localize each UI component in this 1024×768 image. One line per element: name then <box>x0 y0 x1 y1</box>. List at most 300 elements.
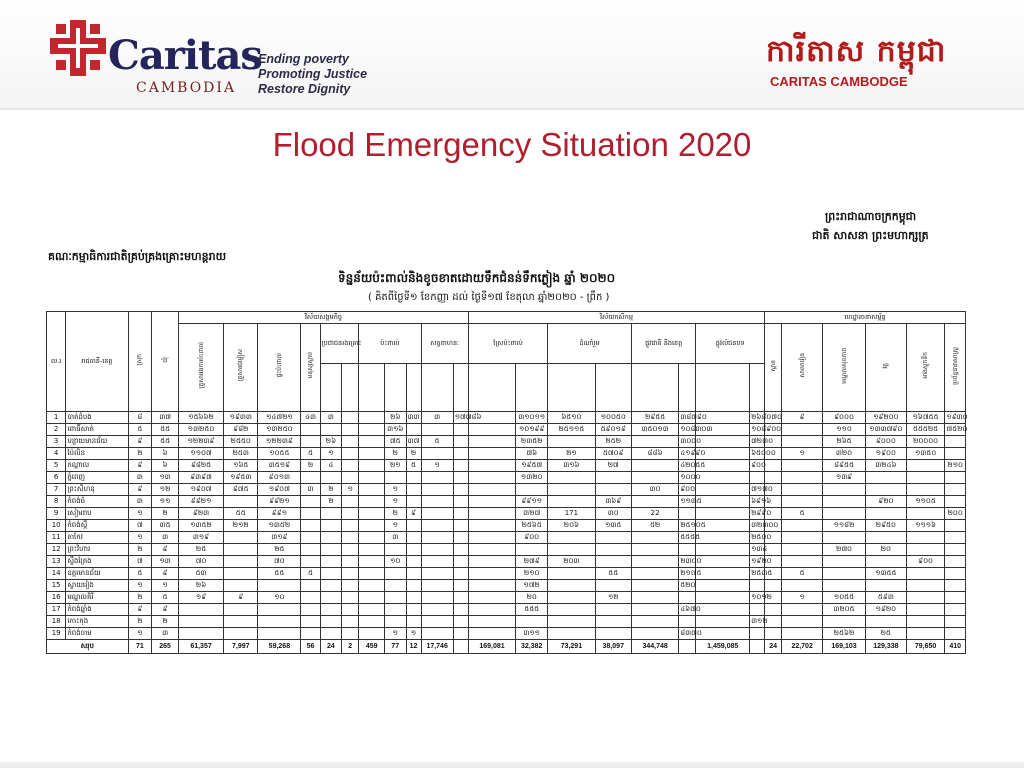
table-cell <box>421 580 453 592</box>
table-cell <box>224 616 258 628</box>
table-cell <box>765 580 782 592</box>
table-cell <box>453 544 468 556</box>
table-cell <box>421 472 453 484</box>
table-cell: ១៣៥៥ <box>865 568 906 580</box>
table-row <box>47 436 966 448</box>
table-cell: ២ <box>301 460 320 472</box>
table-cell <box>595 484 631 496</box>
row-number: 3 <box>47 436 66 448</box>
table-cell: ៣០ <box>595 508 631 520</box>
table-cell <box>179 628 224 640</box>
table-cell <box>258 580 301 592</box>
table-cell: ៣១២ <box>750 616 765 628</box>
table-cell <box>679 544 696 556</box>
table-cell <box>823 508 866 520</box>
table-cell: ១៩៥៣ <box>224 472 258 484</box>
table-cell: ១១៣៥ <box>679 496 696 508</box>
table-cell: ១៣៩ <box>823 472 866 484</box>
total-cell: 24 <box>320 640 341 654</box>
table-cell <box>632 532 679 544</box>
table-cell <box>320 628 341 640</box>
col-affected-houses: ផ្ទះប៉ះពាល់ <box>275 353 283 378</box>
table-cell <box>632 568 679 580</box>
table-cell: ១ <box>152 580 179 592</box>
table-cell: ១ <box>782 448 823 460</box>
table-cell: 22 <box>632 508 679 520</box>
table-cell <box>453 496 468 508</box>
table-cell <box>696 436 750 448</box>
table-cell: ៣ <box>128 472 152 484</box>
table-cell <box>406 520 421 532</box>
table-cell <box>406 604 421 616</box>
table-cell: ៩០០ <box>906 556 945 568</box>
total-cell: 410 <box>945 640 966 654</box>
table-cell: ៥ <box>406 460 421 472</box>
table-cell: ២០០ <box>945 508 966 520</box>
table-cell: ៣ <box>152 532 179 544</box>
table-cell: ៤២០៥៥ <box>679 460 696 472</box>
table-cell: ៩០១៣ <box>258 472 301 484</box>
total-cell: 459 <box>359 640 385 654</box>
table-cell: ៩២០ <box>865 496 906 508</box>
table-cell <box>453 616 468 628</box>
table-cell: ១ <box>385 628 406 640</box>
total-cell: 169,081 <box>468 640 515 654</box>
table-cell: ១៣៥២ <box>258 520 301 532</box>
table-row <box>47 556 966 568</box>
table-cell <box>453 556 468 568</box>
table-cell <box>179 604 224 616</box>
table-cell: ៥ <box>782 568 823 580</box>
province-name: ឧត្តរមានជ័យ <box>66 568 128 580</box>
table-cell: ៤ <box>320 460 341 472</box>
table-cell <box>782 460 823 472</box>
tagline <box>258 52 367 97</box>
table-cell <box>468 628 515 640</box>
table-cell <box>342 628 359 640</box>
table-cell <box>406 532 421 544</box>
table-cell <box>421 424 453 436</box>
table-cell <box>468 544 515 556</box>
table-cell: ៧៥ <box>385 436 406 448</box>
table-cell <box>224 568 258 580</box>
table-cell <box>595 604 631 616</box>
table-cell: ២១ <box>385 460 406 472</box>
table-cell <box>342 544 359 556</box>
table-cell: ៣ <box>152 628 179 640</box>
province-name: ប៉ៃលិន <box>66 448 128 460</box>
table-cell: ៧២៣០ <box>750 436 765 448</box>
table-cell <box>421 532 453 544</box>
table-cell: ២ <box>320 484 341 496</box>
table-cell: ៩០០០ <box>865 436 906 448</box>
table-cell <box>696 532 750 544</box>
table-cell: ៣៧ <box>152 412 179 424</box>
table-cell: ៩០០០ <box>823 412 866 424</box>
table-cell <box>696 616 750 628</box>
table-cell <box>782 520 823 532</box>
table-cell: ៩៩២១ <box>258 496 301 508</box>
table-cell <box>421 520 453 532</box>
table-cell: ៩៧៥ <box>224 484 258 496</box>
col-victims: ប្រជាជនរងគ្រោះ <box>320 324 359 364</box>
table-cell: ១៣ <box>152 556 179 568</box>
table-cell <box>750 580 765 592</box>
col-rural-roads: ផ្លូវលំជនបទ <box>696 324 765 364</box>
table-cell: ២១ <box>548 448 595 460</box>
col-schools: សាលារៀន <box>798 353 806 378</box>
flood-data-table <box>46 311 966 654</box>
table-cell: ៣៥ <box>152 520 179 532</box>
table-cell: ១៩០៧ <box>258 484 301 496</box>
table-cell <box>782 484 823 496</box>
table-cell <box>548 484 595 496</box>
table-cell <box>765 628 782 640</box>
total-cell: 1,459,085 <box>696 640 750 654</box>
province-name: មណ្ឌលគិរី <box>66 592 128 604</box>
row-number: 15 <box>47 580 66 592</box>
table-cell <box>342 460 359 472</box>
table-cell: ១០០៥០ <box>595 412 631 424</box>
table-cell <box>320 520 341 532</box>
province-name: សៀមរាប <box>66 508 128 520</box>
table-cell: ៩៨២ <box>224 424 258 436</box>
table-cell: ៥៥ <box>152 436 179 448</box>
table-cell <box>224 604 258 616</box>
table-cell <box>301 496 320 508</box>
table-cell <box>548 568 595 580</box>
table-cell <box>906 628 945 640</box>
table-cell: ២០៦ <box>548 520 595 532</box>
table-cell: ១២ <box>152 484 179 496</box>
table-cell: ១៩២០ <box>865 604 906 616</box>
col-irrigation: ប្រព័ន្ធធារាសាស្ត្រ <box>951 346 959 385</box>
table-cell: ២៥១១៥ <box>548 424 595 436</box>
table-row <box>47 544 966 556</box>
table-cell <box>595 580 631 592</box>
table-cell <box>359 628 385 640</box>
table-cell: ៩ <box>152 604 179 616</box>
table-cell: ៥ <box>782 508 823 520</box>
table-cell: ៩៨២៥ <box>179 460 224 472</box>
tagline-line: Promoting Justice <box>258 67 368 81</box>
table-cell: ៧៦ <box>516 448 548 460</box>
table-cell: ២៥៣៥ <box>750 568 765 580</box>
province-name: ព្រះវិហារ <box>66 544 128 556</box>
table-cell: ៩ <box>782 412 823 424</box>
row-number: 2 <box>47 424 66 436</box>
group-social: វិស័យសង្គមកិច្ច <box>179 312 469 324</box>
table-cell: ១៧៧៨៦ <box>453 412 468 424</box>
table-cell <box>406 616 421 628</box>
table-cell <box>359 448 385 460</box>
document-subheading: ( គិតពីថ្ងៃទី១ ខែកញ្ញា ដល់ ថ្ងៃទី១៧ ខែតុលា ឆ្នាំ២០២០ - ព្រឹក ) <box>368 292 610 303</box>
table-cell <box>765 460 782 472</box>
table-cell <box>823 568 866 580</box>
table-cell: ២០០០០ <box>906 436 945 448</box>
table-cell <box>945 436 966 448</box>
row-number: 13 <box>47 556 66 568</box>
table-cell: ២៣០០ <box>679 556 696 568</box>
table-cell <box>342 472 359 484</box>
table-cell <box>342 412 359 424</box>
table-cell <box>782 616 823 628</box>
table-cell: ២១០ <box>945 460 966 472</box>
table-cell: ៣៥១៩ <box>258 460 301 472</box>
table-cell: ២៦ <box>179 580 224 592</box>
table-cell <box>359 436 385 448</box>
table-cell <box>696 472 750 484</box>
table-cell: ១៩២០០ <box>865 412 906 424</box>
province-name: ស្ទឹងត្រែង <box>66 556 128 568</box>
table-row <box>47 532 966 544</box>
total-cell: 2 <box>342 640 359 654</box>
table-cell <box>823 532 866 544</box>
province-name: កំពង់ធំ <box>66 496 128 508</box>
table-cell <box>548 580 595 592</box>
table-cell: ១៩៥៧ <box>516 460 548 472</box>
table-cell <box>320 616 341 628</box>
row-number: 4 <box>47 448 66 460</box>
table-cell: ១០ <box>258 592 301 604</box>
table-cell: ៥ <box>128 424 152 436</box>
header-banner <box>0 0 1024 110</box>
table-cell <box>179 616 224 628</box>
table-cell <box>359 520 385 532</box>
total-label: សរុប <box>47 640 129 654</box>
table-cell <box>468 496 515 508</box>
khmer-logo-text: ការីតាស កម្ពុជា <box>766 34 947 69</box>
table-cell <box>406 580 421 592</box>
table-cell: ៤៣ <box>301 412 320 424</box>
table-cell <box>301 580 320 592</box>
table-cell: ៥ <box>301 568 320 580</box>
table-cell <box>453 604 468 616</box>
table-cell <box>906 604 945 616</box>
table-cell <box>945 616 966 628</box>
table-cell: ២ <box>152 616 179 628</box>
table-cell: ៣១៩ <box>258 532 301 544</box>
table-cell <box>385 472 406 484</box>
table-cell <box>632 544 679 556</box>
table-cell: ១៣២០ <box>516 472 548 484</box>
table-cell <box>224 544 258 556</box>
row-number: 18 <box>47 616 66 628</box>
page-title: Flood Emergency Situation 2020 <box>272 126 752 163</box>
table-cell: ២៥០០ <box>750 532 765 544</box>
table-cell <box>385 580 406 592</box>
table-cell <box>453 472 468 484</box>
col-reservoirs: អាងស្តុកទឹក <box>922 352 930 379</box>
total-cell: 56 <box>301 640 320 654</box>
province-name: បាត់ដំបង <box>66 412 128 424</box>
table-cell <box>782 436 823 448</box>
table-cell <box>679 508 696 520</box>
table-cell <box>906 484 945 496</box>
table-cell: ៣ <box>320 412 341 424</box>
table-cell <box>453 436 468 448</box>
table-cell <box>548 544 595 556</box>
table-row <box>47 484 966 496</box>
table-cell: ៥ <box>128 568 152 580</box>
row-number: 10 <box>47 520 66 532</box>
table-cell: ១៦៥ <box>224 460 258 472</box>
table-cell <box>453 484 468 496</box>
table-cell <box>632 460 679 472</box>
total-cell: 17,746 <box>421 640 453 654</box>
table-cell <box>359 616 385 628</box>
table-cell <box>823 484 866 496</box>
table-cell <box>453 592 468 604</box>
table-cell: ១៩០០ <box>865 448 906 460</box>
table-cell: ២០ <box>865 544 906 556</box>
table-cell <box>823 580 866 592</box>
table-row <box>47 496 966 508</box>
table-cell <box>320 544 341 556</box>
table-cell: ២០ <box>516 592 548 604</box>
table-cell <box>359 508 385 520</box>
tagline-line: Restore Dignity <box>258 82 351 96</box>
table-cell: ៩២៣ <box>179 508 224 520</box>
table-cell: ៥៩៣ <box>865 592 906 604</box>
table-cell <box>782 532 823 544</box>
table-cell <box>301 424 320 436</box>
table-cell: ៣ <box>421 412 453 424</box>
table-cell <box>595 532 631 544</box>
table-cell <box>696 568 750 580</box>
table-cell <box>421 592 453 604</box>
kingdom-header: ព្រះរាជាណាចក្រកម្ពុជា <box>825 210 917 223</box>
table-cell <box>301 592 320 604</box>
total-cell: 77 <box>385 640 406 654</box>
table-cell: ២៦ <box>320 436 341 448</box>
table-cell <box>258 604 301 616</box>
table-cell <box>468 484 515 496</box>
province-name: កំពង់ស្ពឺ <box>66 520 128 532</box>
table-cell <box>468 604 515 616</box>
table-cell: ១៣៥០ <box>906 448 945 460</box>
table-cell <box>865 508 906 520</box>
table-cell: ១ <box>128 628 152 640</box>
total-cell: 12 <box>406 640 421 654</box>
table-cell: ៥២ <box>632 520 679 532</box>
table-cell <box>632 556 679 568</box>
total-cell: 59,268 <box>258 640 301 654</box>
table-cell: ២៥១០៥ <box>679 520 696 532</box>
total-cell <box>750 640 765 654</box>
table-cell <box>906 616 945 628</box>
table-cell <box>945 484 966 496</box>
table-row <box>47 424 966 436</box>
table-cell <box>406 496 421 508</box>
table-cell <box>385 568 406 580</box>
table-cell <box>320 568 341 580</box>
table-cell: ១០០០ <box>679 472 696 484</box>
table-cell <box>696 484 750 496</box>
table-cell: ៥៥៥ <box>516 604 548 616</box>
table-cell: ១៣២៥០ <box>179 424 224 436</box>
table-cell: ៩០០ <box>679 484 696 496</box>
table-cell: ១ <box>385 496 406 508</box>
table-cell <box>406 568 421 580</box>
table-cell <box>548 628 595 640</box>
table-cell: ៦ <box>152 460 179 472</box>
total-cell: 79,650 <box>906 640 945 654</box>
table-cell <box>406 592 421 604</box>
table-cell: ២៥ <box>258 544 301 556</box>
table-cell <box>516 544 548 556</box>
table-cell <box>516 616 548 628</box>
table-cell: ៣១០១១ <box>516 412 548 424</box>
table-cell <box>782 604 823 616</box>
table-cell: ១១០៧ <box>179 448 224 460</box>
table-cell: ៥៣ <box>179 568 224 580</box>
table-cell: ១ <box>782 592 823 604</box>
table-cell: ២០៣ <box>548 556 595 568</box>
table-cell <box>342 532 359 544</box>
table-cell: ៥៥៥៥ <box>679 532 696 544</box>
table-cell: ៣០០០ <box>679 436 696 448</box>
total-cell: 169,103 <box>823 640 866 654</box>
table-cell <box>301 556 320 568</box>
table-cell <box>750 628 765 640</box>
table-cell <box>548 532 595 544</box>
row-number: 1 <box>47 412 66 424</box>
table-cell <box>945 580 966 592</box>
tagline-line: Ending poverty <box>258 52 349 66</box>
table-cell <box>342 592 359 604</box>
table-cell <box>342 508 359 520</box>
table-cell: ៣១១ <box>516 628 548 640</box>
table-cell <box>548 604 595 616</box>
table-cell: ១០៨៣០៣ <box>679 424 696 436</box>
total-cell: 71 <box>128 640 152 654</box>
table-body <box>47 412 966 654</box>
table-cell: ១៣៣៧៩០ <box>865 424 906 436</box>
table-cell: ៣ <box>301 484 320 496</box>
table-cell <box>301 436 320 448</box>
table-cell: ២១០ <box>516 568 548 580</box>
table-cell <box>548 436 595 448</box>
table-cell <box>595 544 631 556</box>
total-cell: 73,291 <box>548 640 595 654</box>
table-cell <box>679 592 696 604</box>
table-cell: ៣១៦ <box>385 424 406 436</box>
table-cell <box>342 448 359 460</box>
table-cell: ៩៣៩៧ <box>179 472 224 484</box>
table-cell <box>320 472 341 484</box>
table-cell <box>945 592 966 604</box>
table-cell <box>548 496 595 508</box>
table-cell <box>632 496 679 508</box>
table-cell <box>224 532 258 544</box>
total-cell: 265 <box>152 640 179 654</box>
province-name: កំពង់ឆ្នាំង <box>66 604 128 616</box>
table-cell <box>468 436 515 448</box>
table-cell: ៩ <box>224 592 258 604</box>
committee-name: គណៈកម្មាធិការជាតិគ្រប់គ្រងគ្រោះមហន្តរាយ <box>48 250 227 263</box>
table-cell: ៥ <box>301 448 320 460</box>
row-number: 8 <box>47 496 66 508</box>
table-cell <box>453 580 468 592</box>
table-row <box>47 592 966 604</box>
table-cell <box>782 628 823 640</box>
table-cell <box>406 556 421 568</box>
table-cell <box>406 424 421 436</box>
province-name: ព្រះសីហនុ <box>66 484 128 496</box>
table-cell <box>906 544 945 556</box>
table-cell: ២៥៦២ <box>823 628 866 640</box>
